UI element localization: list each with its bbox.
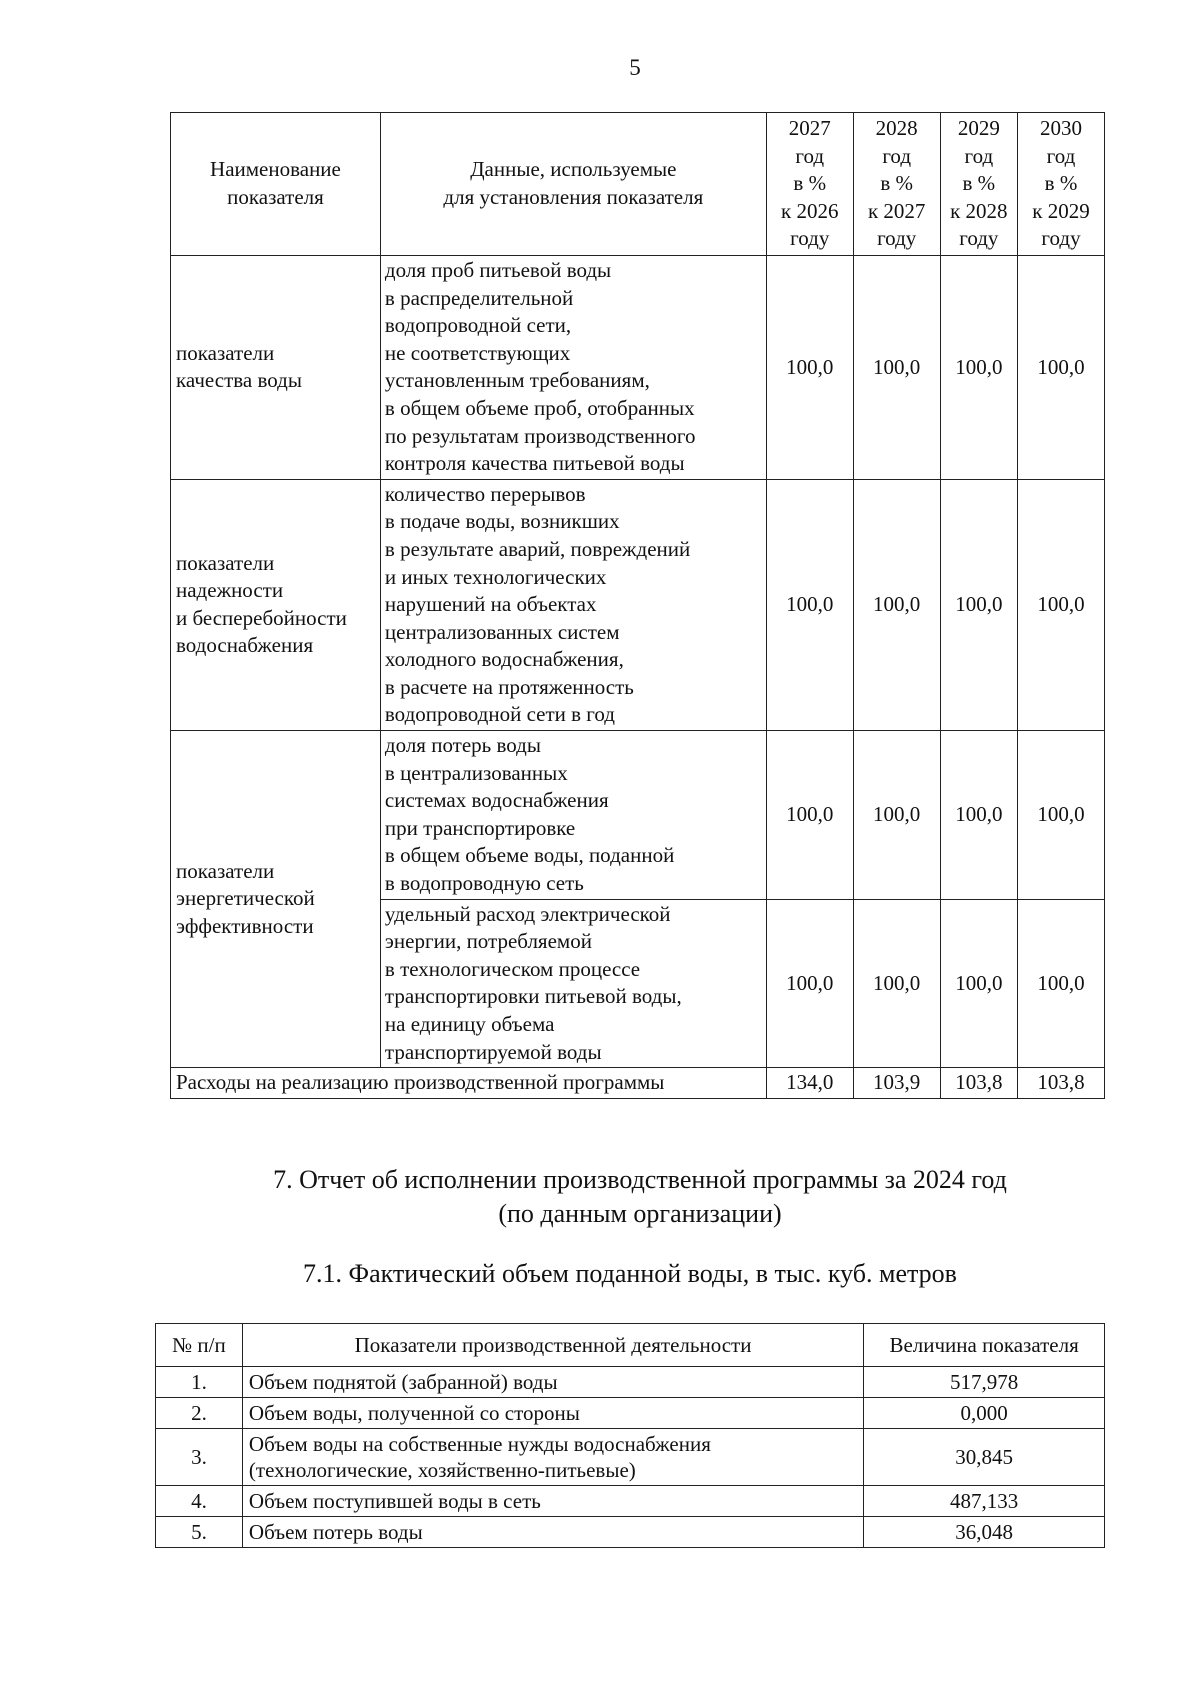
indicator-data: удельный расход электрической энергии, потребляемой в технологическом процессе транспортировки питьевой воды, на единицу объема транспортируемой воды bbox=[380, 899, 766, 1068]
row-value: 487,133 bbox=[864, 1486, 1105, 1517]
table-row bbox=[171, 731, 1105, 900]
value-cell: 100,0 bbox=[1018, 731, 1105, 900]
header-year-2030: 2030 год в % к 2029 году bbox=[1018, 113, 1105, 256]
row-label: Объем поднятой (забранной) воды bbox=[242, 1367, 863, 1398]
section-7-1-heading: 7.1. Фактический объем поданной воды, в тыс. куб. метров bbox=[303, 1259, 957, 1288]
value-cell: 100,0 bbox=[940, 255, 1017, 479]
total-value: 103,9 bbox=[853, 1068, 940, 1099]
row-label: Объем потерь воды bbox=[242, 1517, 863, 1548]
row-label: Объем поступившей воды в сеть bbox=[242, 1486, 863, 1517]
table-row bbox=[156, 1398, 1105, 1429]
row-value: 0,000 bbox=[864, 1398, 1105, 1429]
value-cell: 100,0 bbox=[766, 899, 853, 1068]
total-value: 103,8 bbox=[1018, 1068, 1105, 1099]
group-name-reliability: показатели надежности и бесперебойности водоснабжения bbox=[171, 479, 381, 730]
section-7-heading: 7. Отчет об исполнении производственной программы за 2024 год (по данным организации) bbox=[273, 1165, 1007, 1228]
value-cell: 100,0 bbox=[1018, 479, 1105, 730]
row-number: 4. bbox=[156, 1486, 243, 1517]
row-number: 2. bbox=[156, 1398, 243, 1429]
header-indicator: Показатели производственной деятельности bbox=[242, 1324, 863, 1367]
row-value: 517,978 bbox=[864, 1367, 1105, 1398]
header-number: № п/п bbox=[156, 1324, 243, 1367]
header-indicator-data: Данные, используемые для установления показателя bbox=[380, 113, 766, 256]
value-cell: 100,0 bbox=[1018, 899, 1105, 1068]
row-label: Объем воды, полученной со стороны bbox=[242, 1398, 863, 1429]
table-row bbox=[171, 255, 1105, 479]
header-indicator-name: Наименование показателя bbox=[171, 113, 381, 256]
row-number: 3. bbox=[156, 1429, 243, 1486]
indicator-data: доля проб питьевой воды в распределительной водопроводной сети, не соответствующих установленным требованиям, в общем объеме проб, отобранных по результатам производственного контроля качества питьевой воды bbox=[380, 255, 766, 479]
value-cell: 100,0 bbox=[853, 731, 940, 900]
value-cell: 100,0 bbox=[853, 479, 940, 730]
total-row bbox=[171, 1068, 1105, 1099]
header-value: Величина показателя bbox=[864, 1324, 1105, 1367]
row-value: 30,845 bbox=[864, 1429, 1105, 1486]
table-row bbox=[156, 1486, 1105, 1517]
row-number: 5. bbox=[156, 1517, 243, 1548]
group-name-water-quality: показатели качества воды bbox=[171, 255, 381, 479]
header-year-2029: 2029 год в % к 2028 году bbox=[940, 113, 1017, 256]
total-label: Расходы на реализацию производственной программы bbox=[171, 1068, 767, 1099]
value-cell: 100,0 bbox=[853, 899, 940, 1068]
table-row bbox=[171, 479, 1105, 730]
page-number: 5 bbox=[629, 55, 641, 80]
value-cell: 100,0 bbox=[1018, 255, 1105, 479]
row-value: 36,048 bbox=[864, 1517, 1105, 1548]
value-cell: 100,0 bbox=[940, 731, 1017, 900]
indicators-header-row bbox=[171, 113, 1105, 256]
group-name-energy-efficiency: показатели энергетической эффективности bbox=[171, 731, 381, 1068]
value-cell: 100,0 bbox=[853, 255, 940, 479]
table-row bbox=[156, 1367, 1105, 1398]
total-value: 134,0 bbox=[766, 1068, 853, 1099]
water-volume-table bbox=[155, 1323, 1105, 1548]
value-cell: 100,0 bbox=[940, 479, 1017, 730]
table-row bbox=[156, 1429, 1105, 1486]
row-number: 1. bbox=[156, 1367, 243, 1398]
indicators-table bbox=[170, 112, 1105, 1099]
indicator-data: доля потерь воды в централизованных системах водоснабжения при транспортировке в общем объеме воды, поданной в водопроводную сеть bbox=[380, 731, 766, 900]
value-cell: 100,0 bbox=[766, 479, 853, 730]
value-cell: 100,0 bbox=[766, 731, 853, 900]
volume-header-row bbox=[156, 1324, 1105, 1367]
indicator-data: количество перерывов в подаче воды, возникших в результате аварий, повреждений и иных технологических нарушений на объектах централизованных систем холодного водоснабжения, в расчете на протяженность водопроводной сети в год bbox=[380, 479, 766, 730]
value-cell: 100,0 bbox=[766, 255, 853, 479]
value-cell: 100,0 bbox=[940, 899, 1017, 1068]
total-value: 103,8 bbox=[940, 1068, 1017, 1099]
header-year-2027: 2027 год в % к 2026 году bbox=[766, 113, 853, 256]
table-row bbox=[156, 1517, 1105, 1548]
row-label: Объем воды на собственные нужды водоснабжения (технологические, хозяйственно-питьевые) bbox=[242, 1429, 863, 1486]
header-year-2028: 2028 год в % к 2027 году bbox=[853, 113, 940, 256]
